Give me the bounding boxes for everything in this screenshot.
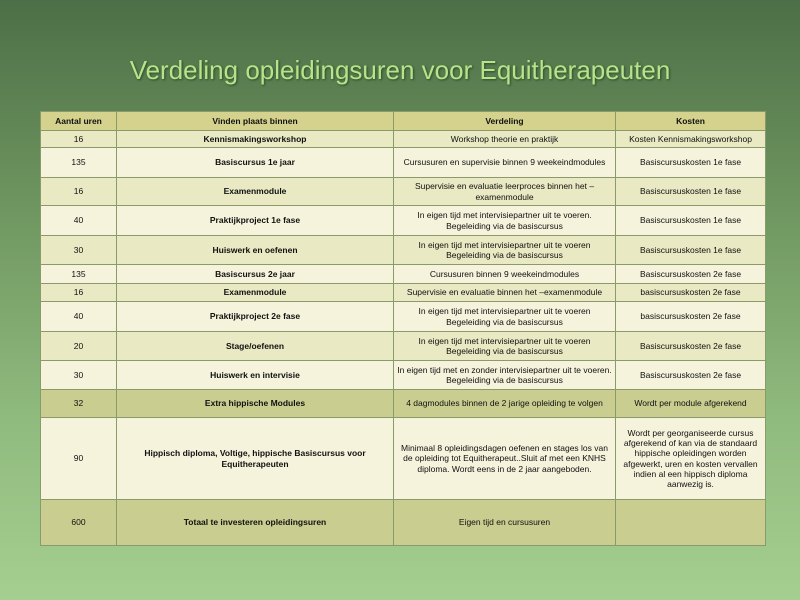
table-header-row [41, 112, 766, 131]
cell-verdeling: 4 dagmodules binnen de 2 jarige opleiding te volgen [394, 390, 616, 418]
cell-uren: 30 [41, 361, 117, 390]
table-row [41, 206, 766, 236]
table-row [41, 265, 766, 284]
cell-binnen: Huiswerk en oefenen [117, 236, 394, 265]
cell-uren: 90 [41, 418, 117, 500]
cell-binnen: Praktijkproject 2e fase [117, 302, 394, 332]
table-row [41, 332, 766, 361]
cell-uren: 135 [41, 265, 117, 284]
cell-binnen: Totaal te investeren opleidingsuren [117, 500, 394, 546]
header-aantal-uren: Aantal uren [41, 112, 117, 131]
header-kosten: Kosten [616, 112, 766, 131]
cell-kosten [616, 500, 766, 546]
cell-kosten: basiscursuskosten 2e fase [616, 284, 766, 302]
cell-kosten: Basiscursuskosten 1e fase [616, 206, 766, 236]
cell-binnen: Praktijkproject 1e fase [117, 206, 394, 236]
table-row [41, 178, 766, 206]
cell-kosten: Basiscursuskosten 2e fase [616, 361, 766, 390]
cell-binnen: Stage/oefenen [117, 332, 394, 361]
cell-uren: 40 [41, 206, 117, 236]
table-row [41, 131, 766, 148]
cell-binnen: Basiscursus 2e jaar [117, 265, 394, 284]
cell-kosten: Basiscursuskosten 2e fase [616, 332, 766, 361]
cell-kosten: Kosten Kennismakingsworkshop [616, 131, 766, 148]
cell-verdeling: In eigen tijd met intervisiepartner uit te voeren. Begeleiding via de basiscursus [394, 206, 616, 236]
cell-binnen: Kennismakingsworkshop [117, 131, 394, 148]
cell-binnen: Basiscursus 1e jaar [117, 148, 394, 178]
cell-uren: 600 [41, 500, 117, 546]
cell-uren: 16 [41, 284, 117, 302]
table-row [41, 148, 766, 178]
cell-verdeling: Cursusuren binnen 9 weekeindmodules [394, 265, 616, 284]
header-verdeling: Verdeling [394, 112, 616, 131]
table-row [41, 390, 766, 418]
cell-uren: 16 [41, 131, 117, 148]
cell-uren: 16 [41, 178, 117, 206]
cell-binnen: Hippisch diploma, Voltige, hippische Basiscursus voor Equitherapeuten [117, 418, 394, 500]
table-row [41, 302, 766, 332]
cell-verdeling: Minimaal 8 opleidingsdagen oefenen en stages los van de opleiding tot Equitherapeut..Sluit af met een KNHS diploma. Wordt eens in de 2 jaar aangeboden. [394, 418, 616, 500]
header-vinden-plaats-binnen: Vinden plaats binnen [117, 112, 394, 131]
table-row [41, 418, 766, 500]
cell-verdeling: Eigen tijd en cursusuren [394, 500, 616, 546]
cell-binnen: Extra hippische Modules [117, 390, 394, 418]
cell-uren: 32 [41, 390, 117, 418]
cell-verdeling: In eigen tijd met intervisiepartner uit te voeren Begeleiding via de basiscursus [394, 302, 616, 332]
cell-binnen: Examenmodule [117, 178, 394, 206]
cell-kosten: Wordt per module afgerekend [616, 390, 766, 418]
cell-uren: 20 [41, 332, 117, 361]
cell-verdeling: In eigen tijd met intervisiepartner uit te voeren Begeleiding via de basiscursus [394, 236, 616, 265]
cell-kosten: Basiscursuskosten 1e fase [616, 178, 766, 206]
cell-binnen: Examenmodule [117, 284, 394, 302]
table-row [41, 236, 766, 265]
table-row [41, 361, 766, 390]
slide-title: Verdeling opleidingsuren voor Equitherapeuten [129, 55, 671, 85]
cell-kosten: Basiscursuskosten 1e fase [616, 236, 766, 265]
cell-verdeling: Cursusuren en supervisie binnen 9 weekeindmodules [394, 148, 616, 178]
cell-kosten: Basiscursuskosten 1e fase [616, 148, 766, 178]
cell-verdeling: In eigen tijd met en zonder intervisiepartner uit te voeren. Begeleiding via de basiscursus [394, 361, 616, 390]
cell-verdeling: Supervisie en evaluatie leerproces binnen het –examenmodule [394, 178, 616, 206]
cell-kosten: Basiscursuskosten 2e fase [616, 265, 766, 284]
cell-verdeling: Supervisie en evaluatie binnen het –examenmodule [394, 284, 616, 302]
cell-verdeling: Workshop theorie en praktijk [394, 131, 616, 148]
cell-uren: 135 [41, 148, 117, 178]
table-row [41, 500, 766, 546]
cell-uren: 40 [41, 302, 117, 332]
cell-binnen: Huiswerk en intervisie [117, 361, 394, 390]
training-hours-table [40, 111, 766, 546]
table-row [41, 284, 766, 302]
cell-verdeling: In eigen tijd met intervisiepartner uit te voeren Begeleiding via de basiscursus [394, 332, 616, 361]
cell-kosten: basiscursuskosten 2e fase [616, 302, 766, 332]
cell-kosten: Wordt per georganiseerde cursus afgerekend of kan via de standaard hippische opleidingen worden afgewerkt, uren en kosten vervallen indien al een hippisch diploma aanwezig is. [616, 418, 766, 500]
cell-uren: 30 [41, 236, 117, 265]
